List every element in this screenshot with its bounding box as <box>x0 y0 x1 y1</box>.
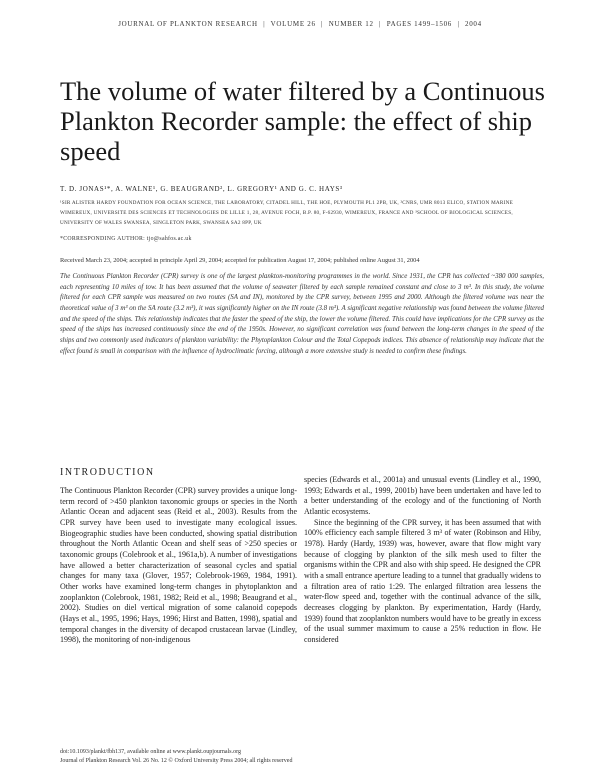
body-column-right <box>304 475 541 646</box>
header-separator: | <box>263 20 266 28</box>
article-title: The volume of water filtered by a Continuous Plankton Recorder sample: the effect of ship speed <box>60 76 545 166</box>
journal-number: NUMBER 12 <box>328 20 374 28</box>
journal-name: JOURNAL OF PLANKTON RESEARCH <box>118 20 258 28</box>
doi-line: doi:10.1093/plankt/fbh137, available online at www.plankt.oupjournals.org <box>60 749 241 755</box>
intro-paragraph: Since the beginning of the CPR survey, it has been assumed that with 100% efficiency each sample filtered 3 m³ of water (Robinson and Hiby, 1978). Hardy (Hardy, 1939) was, however, aware that flow might vary because of clogging by plankton of the silk mesh used to filter the organisms within the CPR and also with ship speed. He designed the CPR with a small entrance aperture leading to a tunnel that gradually widens to a filtration area of ratio 1:29. The enlarged filtration area lessens the water-flow speed and, together with the continual advance of the silk, decreases clogging by plankton. By experimentation, Hardy (Hardy, 1939) found that zooplankton numbers would have to be greatly in excess of the usual summer maximum to cause a 25% reduction in flow. He considered <box>304 517 541 644</box>
header-separator: | <box>379 20 382 28</box>
intro-paragraph: species (Edwards et al., 2001a) and unusual events (Lindley et al., 1990, 1993; Edwards et al., 1999, 2001b) have been undertaken and have led to a better understanding of the ecology and of the functioning of North Atlantic ecosystems. <box>304 475 541 516</box>
introduction-heading: INTRODUCTION <box>60 467 155 478</box>
abstract: The Continuous Plankton Recorder (CPR) survey is one of the largest plankton-monitoring programmes in the world. Since 1931, the CPR has collected ~380 000 samples, each representing 10 miles of tow. It has been assumed that the volume of seawater filtered by each sample remained constant and close to 3 m³. In this study, the volume filtered for each CPR sample was measured on two routes (SA and IN), monitored by the CPR survey, between 1995 and 2000. Although the filtered volume was near the theoretical value of 3 m³ on the SA route (3.2 m³), it was significantly higher on the IN route (3.8 m³). A significant negative relationship was found between the volume filtered and the speed of the ships. This relationship indicates that the faster the speed of the ship, the lower the volume filtered. This could have implications for the CPR survey as the speed of the ships has increased continuously since the end of the 1950s. However, no significant correlation was found between the long-term changes in the speed of the ships and two commonly used indicators of plankton variability: the Phytoplankton Colour and the Total Copepods indices. This absence of relationship may indicate that the effect found is small in comparison with the influence of hydroclimatic forcing, although a more extensive study is needed to confirm these findings. <box>60 273 544 355</box>
page-footer <box>60 748 544 766</box>
header-separator: | <box>457 20 460 28</box>
corresponding-author: *CORRESPONDING AUTHOR: tjo@sahfos.ac.uk <box>60 236 192 242</box>
publication-dates: Received March 23, 2004; accepted in principle April 29, 2004; accepted for publication August 17, 2004; published online August 31, 2004 <box>60 257 420 264</box>
journal-pages: PAGES 1499–1506 <box>386 20 452 28</box>
header-separator: | <box>321 20 324 28</box>
intro-paragraph: The Continuous Plankton Recorder (CPR) survey provides a unique long-term record of >450 plankton taxonomic groups or species in the North Atlantic Ocean and adjacent seas (Reid et al., 2003). Results from the CPR survey have been used to investigate many ecological issues. Biogeographic studies have been conducted, showing spatial distribution throughout the North Atlantic Ocean and shelf seas of >250 species or taxonomic groups (Colebrook et al., 1961a,b). A number of investigations have allowed a better characterization of seasonal cycles and spatial changes for many taxa (Glover, 1957; Colebrook-1969, 1984, 1991). Other works have examined long-term changes in phytoplankton and zooplankton (Colebrook, 1981, 1982; Reid et al., 1998; Beaugrand et al., 2002). Studies on diel vertical migration of some calanoid copepods (Hays et al., 1995, 1996; Hays, 1996; Hirst and Batten, 1998), spatial and temporal changes in the diversity of decapod crustacean larvae (Lindley, 1998), the monitoring of non-indigenous <box>60 486 297 645</box>
journal-header <box>0 20 600 28</box>
body-column-left <box>60 486 297 646</box>
author-affiliations: ¹SIR ALISTER HARDY FOUNDATION FOR OCEAN SCIENCE, THE LABORATORY, CITADEL HILL, THE HOE, PLYMOUTH PL1 2PB, UK, ²CNRS, UMR 8013 ELICO, STATION MARINE WIMEREUX, UNIVERSITE DES SCIENCES ET TECHNOLOGIES DE LILLE 1, 28, AVENUE FOCH, B.P. 80, F-62930, WIMEREUX, FRANCE AND ³SCHOOL OF BIOLOGICAL SCIENCES, UNIVERSITY OF WALES SWANSEA, SINGLETON PARK, SWANSEA SA2 8PP, UK <box>60 200 514 227</box>
author-list: T. D. JONAS¹*, A. WALNE¹, G. BEAUGRAND², L. GREGORY¹ AND G. C. HAYS³ <box>60 185 343 193</box>
copyright-line: Journal of Plankton Research Vol. 26 No. 12 © Oxford University Press 2004; all rights reserved <box>60 758 293 764</box>
journal-volume: VOLUME 26 <box>270 20 316 28</box>
journal-year: 2004 <box>465 20 482 28</box>
